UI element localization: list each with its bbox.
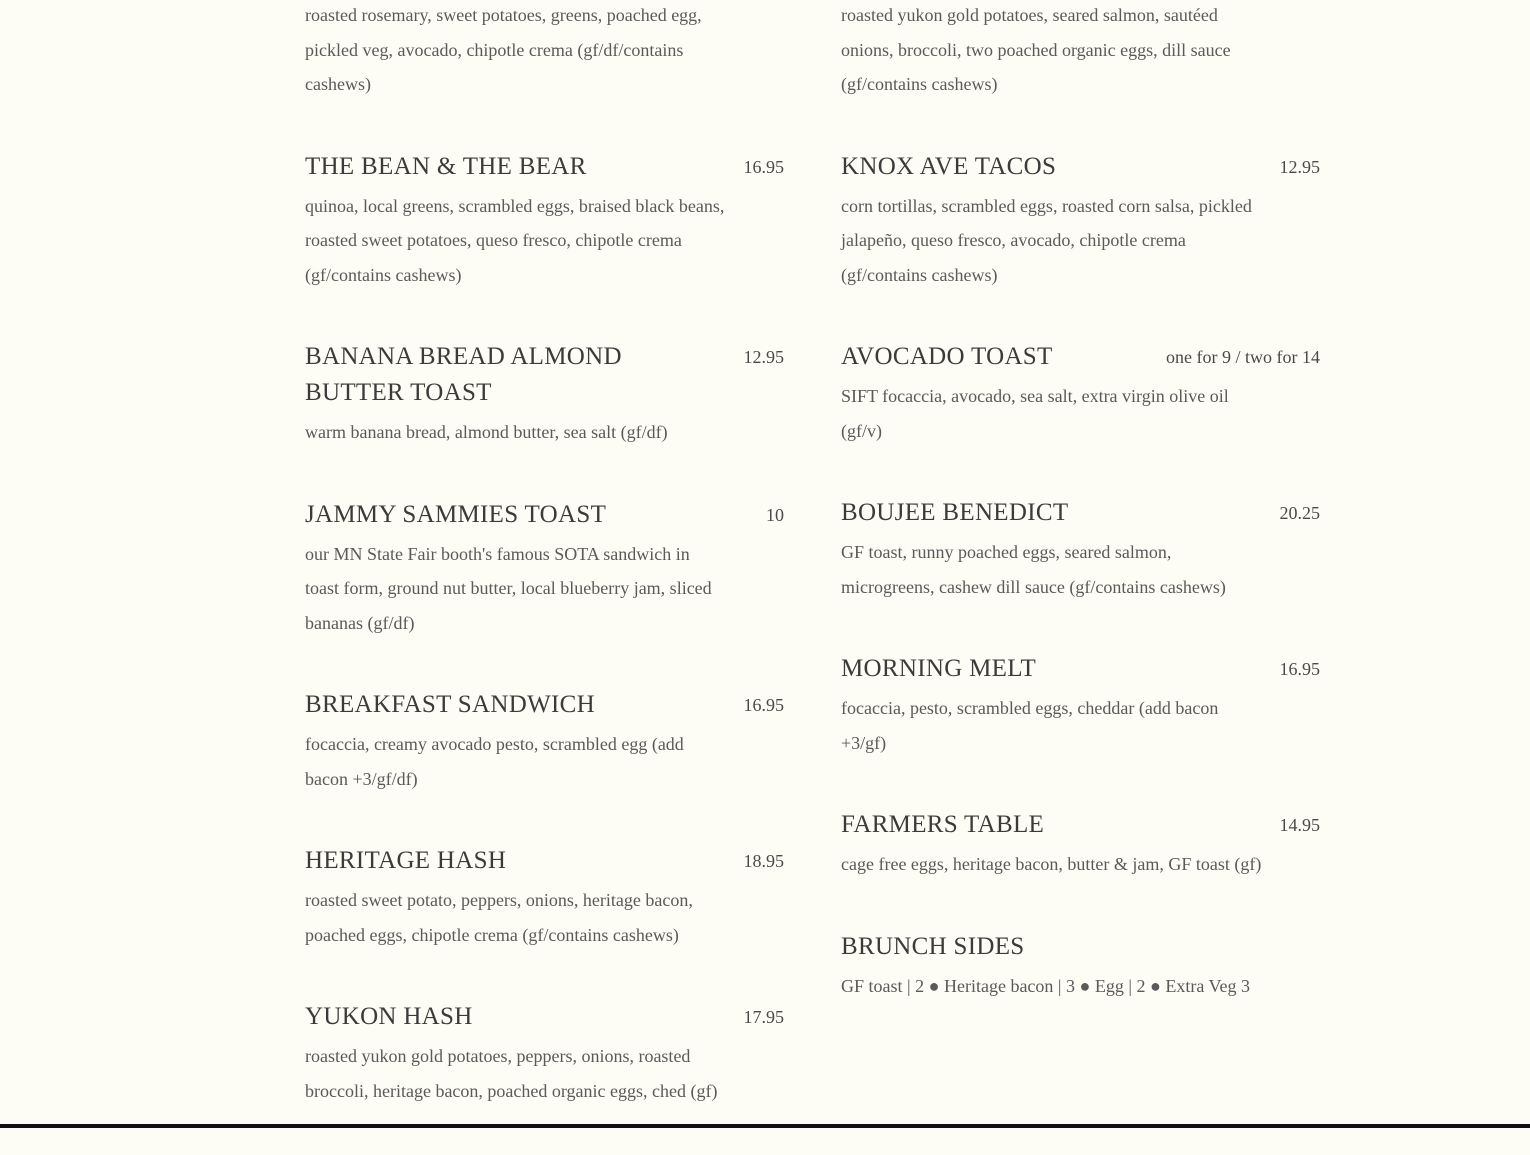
menu	[305, 0, 1320, 1155]
menu-column-right	[841, 0, 1320, 1155]
menu-item	[841, 0, 1320, 102]
menu-item-description: warm banana bread, almond butter, sea salt (gf/df)	[305, 422, 668, 442]
menu-item-description: corn tortillas, scrambled eggs, roasted corn salsa, pickled jalapeño, queso fresco, avocado, chipotle crema (gf/contains cashews)	[841, 195, 1252, 285]
menu-item-description: focaccia, creamy avocado pesto, scrambled egg (add bacon +3/gf/df)	[305, 734, 684, 789]
menu-item-name: BRUNCH SIDES	[841, 932, 1025, 960]
menu-item-description: roasted yukon gold potatoes, peppers, onions, roasted broccoli, heritage bacon, poached organic eggs, ched (gf)	[305, 1046, 718, 1101]
menu-item-name: HERITAGE HASH	[305, 847, 507, 874]
menu-item-description: roasted yukon gold potatoes, seared salmon, sautéed onions, broccoli, two poached organic eggs, dill sauce (gf/contains cashews)	[841, 5, 1231, 94]
menu-item-description: focaccia, pesto, scrambled eggs, cheddar (add bacon +3/gf)	[841, 698, 1219, 753]
menu-item-header	[841, 495, 1320, 531]
menu-item-header	[841, 929, 1320, 965]
menu-item-name: JAMMY SAMMIES TOAST	[305, 500, 607, 528]
menu-item-price: 12.95	[743, 347, 784, 367]
menu-item	[841, 339, 1320, 448]
menu-item-name: BOUJEE BENEDICT	[841, 499, 1069, 526]
menu-item-description: cage free eggs, heritage bacon, butter & jam, GF toast (gf)	[841, 854, 1262, 874]
menu-item-price: 20.25	[1279, 503, 1320, 523]
menu-item	[841, 495, 1320, 604]
menu-item	[305, 149, 784, 293]
menu-item-price: 17.95	[743, 1007, 784, 1027]
menu-item-description: GF toast | 2 ● Heritage bacon | 3 ● Egg | 2 ● Extra Veg 3	[841, 975, 1251, 996]
menu-item	[305, 687, 784, 796]
menu-item-description: SIFT focaccia, avocado, sea salt, extra virgin olive oil (gf/v)	[841, 386, 1229, 441]
menu-item-description: roasted sweet potato, peppers, onions, heritage bacon, poached eggs, chipotle crema (gf/contains cashews)	[305, 890, 693, 945]
menu-item-name: MORNING MELT	[841, 655, 1037, 682]
menu-item	[841, 929, 1320, 1004]
menu-item-header	[305, 497, 784, 533]
menu-item	[841, 149, 1320, 293]
menu-item	[305, 497, 784, 641]
menu-item-name: FARMERS TABLE	[841, 811, 1045, 838]
menu-item-header	[841, 339, 1320, 375]
menu-item	[841, 807, 1320, 882]
menu-item-price: 14.95	[1279, 815, 1320, 835]
menu-item	[305, 999, 784, 1108]
menu-item-name: THE BEAN & THE BEAR	[305, 152, 587, 180]
menu-item-header	[841, 807, 1320, 843]
menu-item-header	[305, 149, 784, 185]
menu-item-price: one for 9 / two for 14	[1166, 347, 1320, 367]
menu-item-price: 16.95	[743, 695, 784, 715]
menu-item-description: GF toast, runny poached eggs, seared salmon, microgreens, cashew dill sauce (gf/contains cashews)	[841, 542, 1226, 597]
menu-item-header	[841, 651, 1320, 687]
menu-item-price: 16.95	[1279, 659, 1320, 679]
menu-item-name: BREAKFAST SANDWICH	[305, 691, 595, 718]
menu-item-price: 12.95	[1279, 156, 1320, 177]
menu-item	[305, 843, 784, 952]
menu-column-left	[305, 0, 784, 1155]
menu-item-description: quinoa, local greens, scrambled eggs, braised black beans, roasted sweet potatoes, queso fresco, chipotle crema (gf/contains cashews)	[305, 195, 725, 285]
menu-item-name: YUKON HASH	[305, 1003, 473, 1030]
menu-item-description: roasted rosemary, sweet potatoes, greens, poached egg, pickled veg, avocado, chipotle crema (gf/df/contains cashews)	[305, 5, 702, 94]
menu-item	[841, 651, 1320, 760]
menu-item-name: AVOCADO TOAST	[841, 343, 1053, 370]
menu-item-description: our MN State Fair booth's famous SOTA sandwich in toast form, ground nut butter, local blueberry jam, sliced bananas (gf/df)	[305, 543, 712, 633]
menu-item-header	[841, 149, 1320, 185]
menu-item-header	[305, 999, 784, 1035]
menu-item	[305, 339, 784, 450]
menu-item-name: KNOX AVE TACOS	[841, 152, 1057, 180]
bottom-edge-bar	[0, 1124, 1530, 1128]
menu-item-header	[305, 339, 784, 411]
menu-item-price: 16.95	[743, 156, 784, 177]
menu-item-header	[305, 687, 784, 723]
menu-item-price: 18.95	[743, 851, 784, 871]
menu-item	[305, 0, 784, 102]
menu-item-header	[305, 843, 784, 879]
menu-item-price: 10	[766, 504, 784, 525]
menu-item-name: BANANA BREAD ALMOND BUTTER TOAST	[305, 343, 622, 406]
